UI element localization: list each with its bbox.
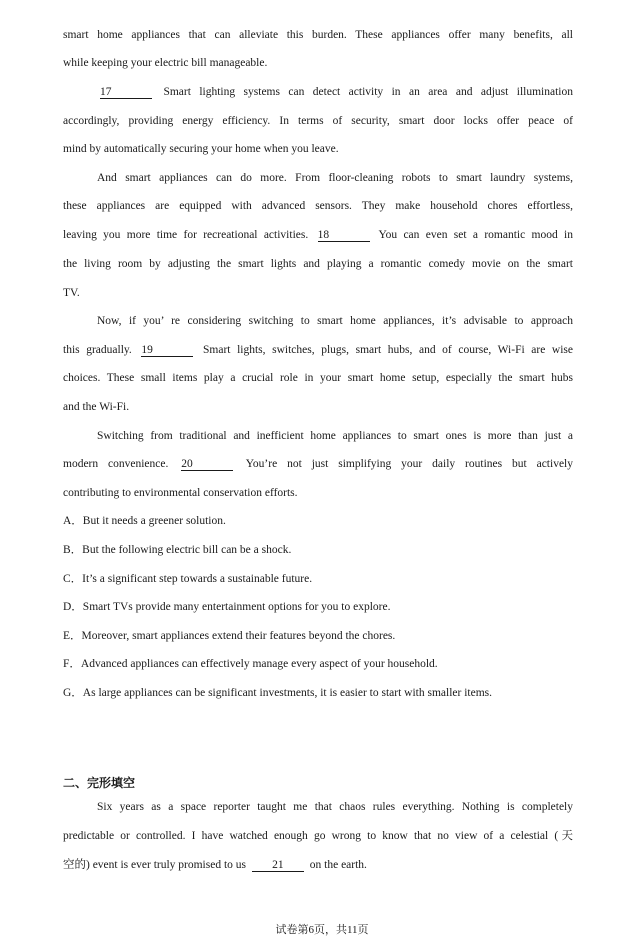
passage-text: leaving you more time for recreational activities. <box>63 229 309 241</box>
passage-line: mind by automatically securing your home when you leave. <box>63 143 339 155</box>
passage-line: TV. <box>63 287 80 299</box>
passage-text: on the earth. <box>309 859 367 871</box>
passage-line: Switching from traditional and inefficient home appliances to smart ones is more than just a <box>97 430 573 442</box>
passage-line <box>63 858 573 872</box>
passage-line: these appliances are equipped with advanced sensors. They make household chores effortless, <box>63 200 573 212</box>
blank-17[interactable]: 17 <box>100 87 152 99</box>
passage-text: modern convenience. <box>63 458 169 470</box>
passage-text: Smart lights, switches, plugs, smart hubs, and of course, Wi-Fi are wise <box>203 344 573 356</box>
passage-line: smart home appliances that can alleviate this burden. These appliances offer many benefits, all <box>63 29 573 41</box>
passage-line <box>63 457 573 471</box>
blank-18[interactable]: 18 <box>318 230 370 242</box>
passage-line: while keeping your electric bill manageable. <box>63 57 268 69</box>
passage-text: 空的) event is ever truly promised to us <box>63 859 247 871</box>
page-footer: 试卷第6页，共11页 <box>275 924 369 936</box>
blank-19[interactable]: 19 <box>141 345 193 357</box>
blank-20[interactable]: 20 <box>181 459 233 471</box>
passage-line: the living room by adjusting the smart lights and playing a romantic comedy movie on the smart <box>63 258 573 270</box>
passage-line: Six years as a space reporter taught me that chaos rules everything. Nothing is completely <box>97 801 573 813</box>
passage-line: Now, if you’ re considering switching to smart home appliances, it’s advisable to approach <box>97 315 573 327</box>
passage-line: choices. These small items play a crucial role in your smart home setup, especially the smart hubs <box>63 372 573 384</box>
passage-line <box>97 85 573 99</box>
option-e: E．Moreover, smart appliances extend their features beyond the chores. <box>63 630 396 642</box>
passage-text: this gradually. <box>63 344 132 356</box>
section-heading: 二、完形填空 <box>63 776 136 790</box>
passage-line: predictable or controlled. I have watched enough go wrong to know that no view of a celestial (天 <box>63 830 573 842</box>
passage-line: And smart appliances can do more. From floor-cleaning robots to smart laundry systems, <box>97 172 573 184</box>
passage-text: You can even set a romantic mood in <box>378 229 574 241</box>
option-b: B．But the following electric bill can be a shock. <box>63 544 292 556</box>
option-c: C．It’s a significant step towards a sustainable future. <box>63 573 313 585</box>
passage-line: accordingly, providing energy efficiency. In terms of security, smart door locks offer peace of <box>63 115 573 127</box>
option-f: F．Advanced appliances can effectively manage every aspect of your household. <box>63 658 438 670</box>
passage-text: Smart lighting systems can detect activity in an area and adjust illumination <box>163 86 573 98</box>
option-g: G．As large appliances can be significant investments, it is easier to start with smaller items. <box>63 687 493 699</box>
passage-line: contributing to environmental conservation efforts. <box>63 487 298 499</box>
blank-21[interactable]: 21 <box>252 860 304 872</box>
passage-text: You’re not just simplifying your daily routines but actively <box>245 458 573 470</box>
option-d: D．Smart TVs provide many entertainment options for you to explore. <box>63 601 391 613</box>
passage-line <box>63 343 573 357</box>
passage-line <box>63 228 573 242</box>
passage-line: and the Wi-Fi. <box>63 401 130 413</box>
option-a: A．But it needs a greener solution. <box>63 515 226 527</box>
